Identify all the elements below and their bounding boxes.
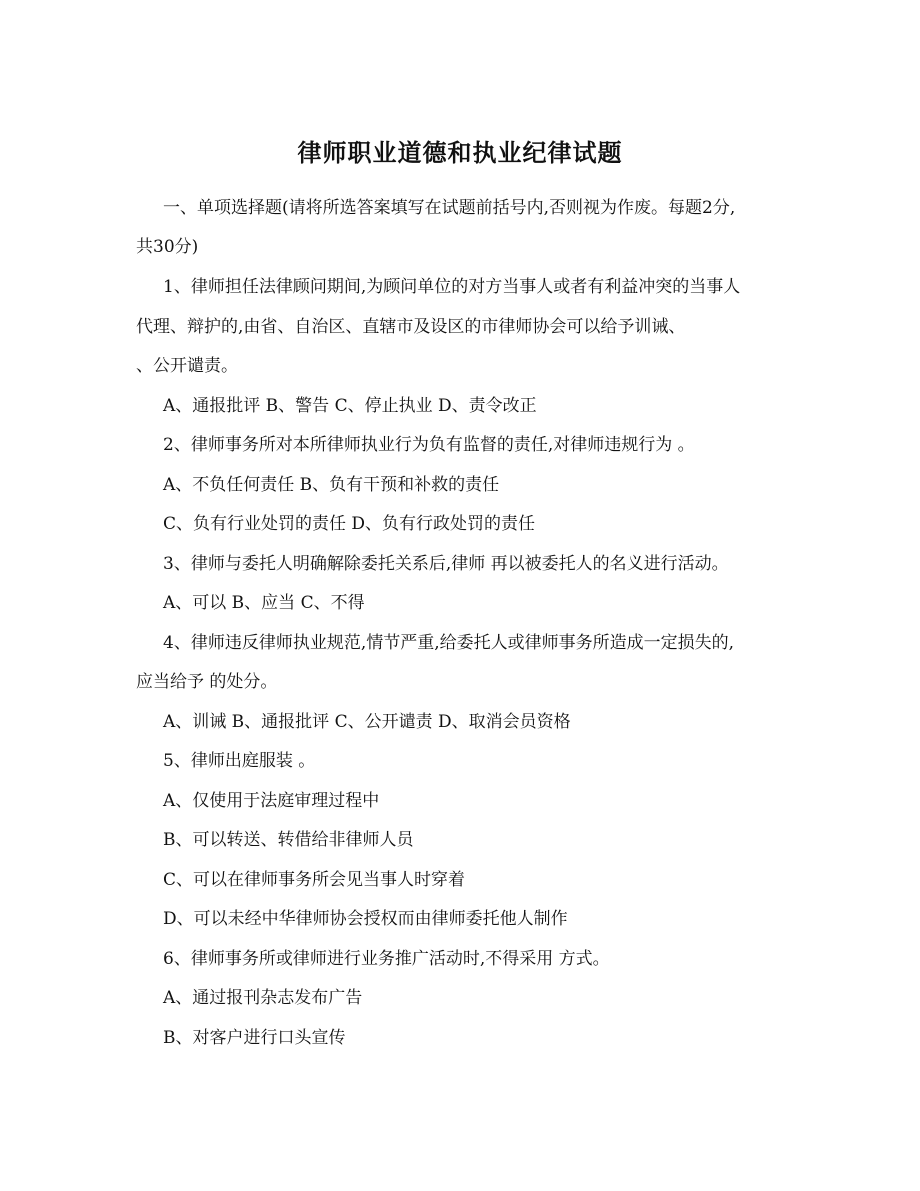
- section-heading-line-2: 共30分): [136, 237, 199, 257]
- question-4-line-2: 应当给予 的处分。: [136, 672, 278, 692]
- question-1-options: A、通报批评 B、警告 C、停止执业 D、责令改正: [163, 396, 537, 416]
- question-1-line-2: 代理、辩护的,由省、自治区、直辖市及设区的市律师协会可以给予训诫、: [136, 317, 686, 337]
- question-2-text: 2、律师事务所对本所律师执业行为负有监督的责任,对律师违规行为 。: [163, 435, 695, 455]
- question-6-text: 6、律师事务所或律师进行业务推广活动时,不得采用 方式。: [163, 949, 610, 969]
- question-5-option-a: A、仅使用于法庭审理过程中: [163, 791, 380, 811]
- question-1-line-1: 1、律师担任法律顾问期间,为顾问单位的对方当事人或者有利益冲突的当事人: [163, 277, 741, 297]
- question-5-option-c: C、可以在律师事务所会见当事人时穿着: [163, 870, 466, 890]
- question-3-options: A、可以 B、应当 C、不得: [163, 593, 365, 613]
- question-3-text: 3、律师与委托人明确解除委托关系后,律师 再以被委托人的名义进行活动。: [163, 554, 729, 574]
- question-4-options: A、训诫 B、通报批评 C、公开谴责 D、取消会员资格: [163, 712, 571, 732]
- section-heading-line-1: 一、单项选择题(请将所选答案填写在试题前括号内,否则视为作废。每题2分,: [163, 198, 736, 218]
- page-title: 律师职业道德和执业纪律试题: [297, 139, 623, 167]
- question-5-option-b: B、可以转送、转借给非律师人员: [163, 830, 414, 850]
- question-4-line-1: 4、律师违反律师执业规范,情节严重,给委托人或律师事务所造成一定损失的,: [163, 633, 735, 653]
- question-6-option-b: B、对客户进行口头宣传: [163, 1028, 346, 1048]
- question-5-text: 5、律师出庭服装 。: [163, 751, 316, 771]
- question-6-option-a: A、通过报刊杂志发布广告: [163, 988, 363, 1008]
- question-1-line-3: 、公开谴责。: [136, 356, 238, 376]
- question-2-options-1: A、不负任何责任 B、负有干预和补救的责任: [163, 475, 500, 495]
- question-5-option-d: D、可以未经中华律师协会授权而由律师委托他人制作: [163, 909, 568, 929]
- question-2-options-2: C、负有行业处罚的责任 D、负有行政处罚的责任: [163, 514, 536, 534]
